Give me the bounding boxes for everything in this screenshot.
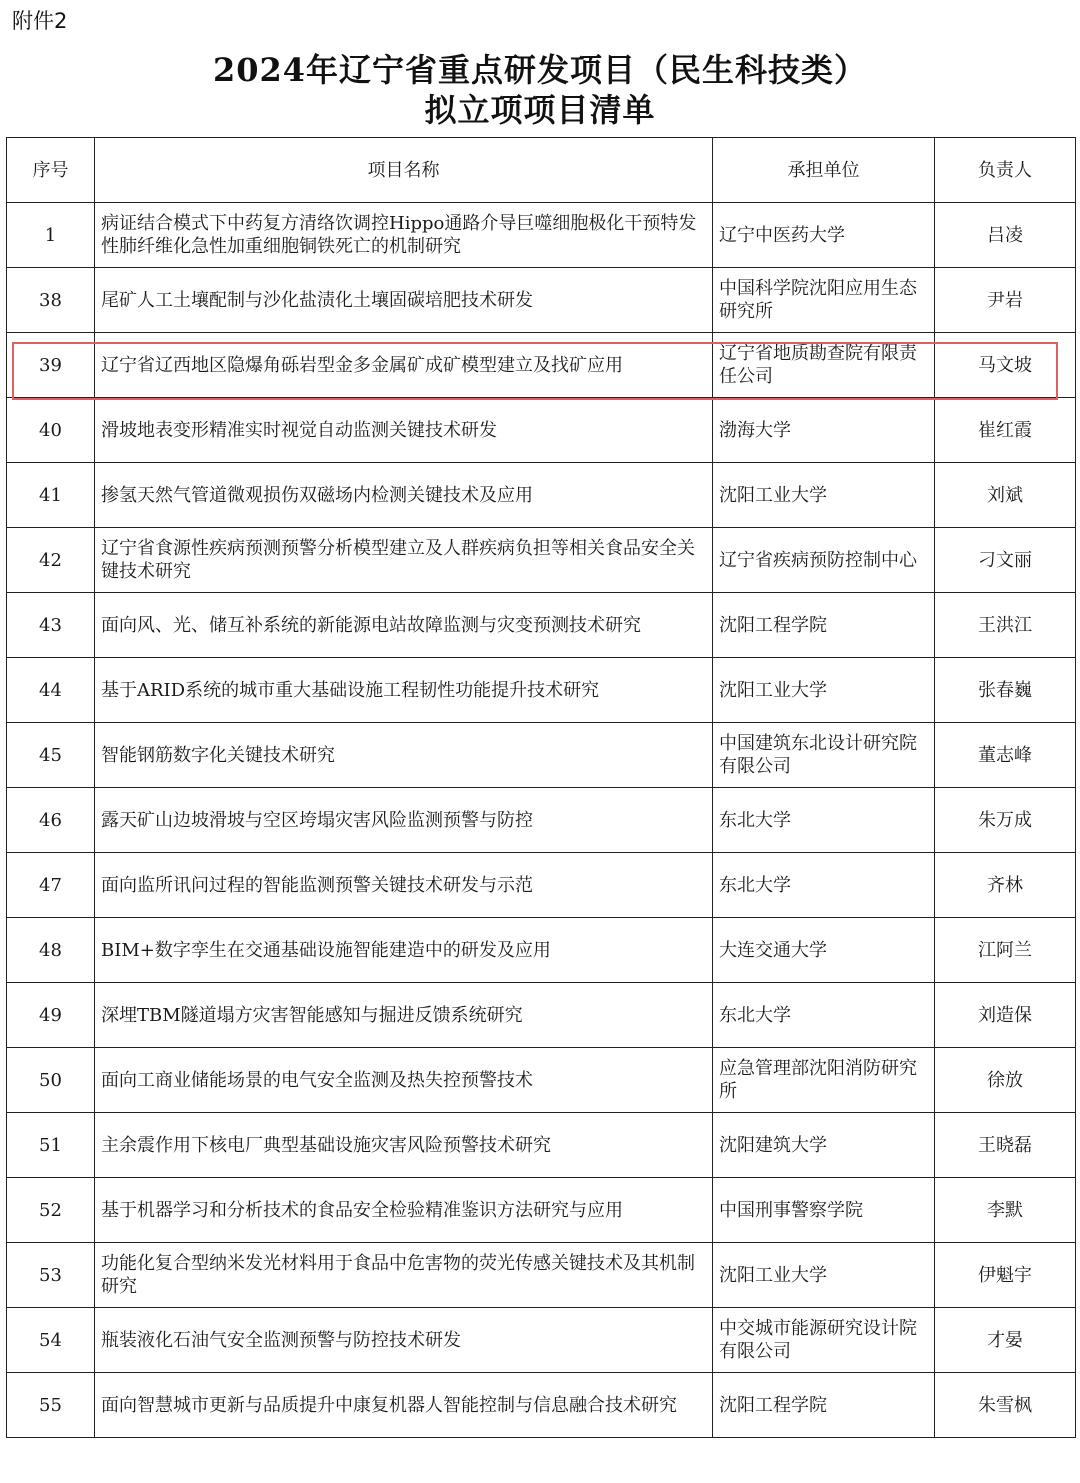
cell-project-name: 辽宁省食源性疾病预测预警分析模型建立及人群疾病负担等相关食品安全关键技术研究 (95, 528, 713, 593)
cell-person: 刘斌 (935, 463, 1076, 528)
cell-project-name: BIM+数字孪生在交通基础设施智能建造中的研发及应用 (95, 918, 713, 983)
header-number: 序号 (7, 138, 95, 203)
cell-number: 54 (7, 1308, 95, 1373)
table-row (7, 853, 1076, 918)
cell-number: 52 (7, 1178, 95, 1243)
document-title: 2024年辽宁省重点研发项目（民生科技类） (212, 51, 868, 89)
cell-project-name: 瓶装液化石油气安全监测预警与防控技术研发 (95, 1308, 713, 1373)
cell-number: 55 (7, 1373, 95, 1438)
table-row (7, 1048, 1076, 1113)
cell-project-name: 面向监所讯问过程的智能监测预警关键技术研发与示范 (95, 853, 713, 918)
cell-person: 徐放 (935, 1048, 1076, 1113)
cell-unit: 沈阳工业大学 (713, 1243, 935, 1308)
table-row (7, 723, 1076, 788)
cell-number: 42 (7, 528, 95, 593)
cell-number: 44 (7, 658, 95, 723)
table-row (7, 528, 1076, 593)
cell-person: 董志峰 (935, 723, 1076, 788)
table-row (7, 593, 1076, 658)
cell-project-name: 基于ARID系统的城市重大基础设施工程韧性功能提升技术研究 (95, 658, 713, 723)
header-unit: 承担单位 (713, 138, 935, 203)
cell-project-name: 主余震作用下核电厂典型基础设施灾害风险预警技术研究 (95, 1113, 713, 1178)
cell-unit: 中交城市能源研究设计院有限公司 (713, 1308, 935, 1373)
cell-unit: 中国科学院沈阳应用生态研究所 (713, 268, 935, 333)
cell-person: 齐林 (935, 853, 1076, 918)
cell-person: 刁文丽 (935, 528, 1076, 593)
cell-unit: 沈阳工业大学 (713, 658, 935, 723)
project-table (6, 137, 1076, 1438)
cell-unit: 中国刑事警察学院 (713, 1178, 935, 1243)
cell-unit: 东北大学 (713, 788, 935, 853)
table-row (7, 398, 1076, 463)
cell-person: 尹岩 (935, 268, 1076, 333)
table-row (7, 1113, 1076, 1178)
cell-number: 45 (7, 723, 95, 788)
cell-number: 38 (7, 268, 95, 333)
cell-number: 49 (7, 983, 95, 1048)
cell-unit: 辽宁省疾病预防控制中心 (713, 528, 935, 593)
cell-project-name: 功能化复合型纳米发光材料用于食品中危害物的荧光传感关键技术及其机制研究 (95, 1243, 713, 1308)
cell-unit: 渤海大学 (713, 398, 935, 463)
cell-unit: 东北大学 (713, 853, 935, 918)
table-row (7, 658, 1076, 723)
cell-project-name: 深埋TBM隧道塌方灾害智能感知与掘进反馈系统研究 (95, 983, 713, 1048)
cell-project-name: 露天矿山边坡滑坡与空区垮塌灾害风险监测预警与防控 (95, 788, 713, 853)
table-row (7, 983, 1076, 1048)
cell-number: 46 (7, 788, 95, 853)
cell-project-name: 病证结合模式下中药复方清络饮调控Hippo通路介导巨噬细胞极化干预特发性肺纤维化急性加重细胞铜铁死亡的机制研究 (95, 203, 713, 268)
table-row (7, 918, 1076, 983)
cell-project-name: 面向工商业储能场景的电气安全监测及热失控预警技术 (95, 1048, 713, 1113)
cell-project-name: 滑坡地表变形精准实时视觉自动监测关键技术研发 (95, 398, 713, 463)
header-person: 负责人 (935, 138, 1076, 203)
cell-number: 1 (7, 203, 95, 268)
cell-unit: 沈阳建筑大学 (713, 1113, 935, 1178)
cell-number: 39 (7, 333, 95, 398)
cell-person: 朱万成 (935, 788, 1076, 853)
cell-project-name: 掺氢天然气管道微观损伤双磁场内检测关键技术及应用 (95, 463, 713, 528)
table-row (7, 788, 1076, 853)
cell-unit: 沈阳工程学院 (713, 593, 935, 658)
cell-project-name: 尾矿人工土壤配制与沙化盐渍化土壤固碳培肥技术研发 (95, 268, 713, 333)
cell-person: 刘造保 (935, 983, 1076, 1048)
attachment-label: 附件2 (12, 9, 68, 33)
cell-unit: 大连交通大学 (713, 918, 935, 983)
cell-number: 40 (7, 398, 95, 463)
cell-unit: 辽宁省地质勘查院有限责任公司 (713, 333, 935, 398)
cell-person: 朱雪枫 (935, 1373, 1076, 1438)
cell-project-name: 面向智慧城市更新与品质提升中康复机器人智能控制与信息融合技术研究 (95, 1373, 713, 1438)
cell-number: 47 (7, 853, 95, 918)
cell-person: 王晓磊 (935, 1113, 1076, 1178)
table-header-row (7, 138, 1076, 203)
cell-person: 吕凌 (935, 203, 1076, 268)
cell-person: 伊魁宇 (935, 1243, 1076, 1308)
cell-number: 51 (7, 1113, 95, 1178)
table-row (7, 463, 1076, 528)
cell-unit: 辽宁中医药大学 (713, 203, 935, 268)
cell-project-name: 面向风、光、储互补系统的新能源电站故障监测与灾变预测技术研究 (95, 593, 713, 658)
table-row (7, 268, 1076, 333)
cell-person: 才晏 (935, 1308, 1076, 1373)
cell-unit: 沈阳工程学院 (713, 1373, 935, 1438)
cell-person: 马文坡 (935, 333, 1076, 398)
cell-number: 50 (7, 1048, 95, 1113)
cell-person: 江阿兰 (935, 918, 1076, 983)
header-project-name: 项目名称 (95, 138, 713, 203)
cell-person: 崔红霞 (935, 398, 1076, 463)
cell-person: 张春巍 (935, 658, 1076, 723)
table-row (7, 1243, 1076, 1308)
table-row (7, 1178, 1076, 1243)
cell-unit: 应急管理部沈阳消防研究所 (713, 1048, 935, 1113)
cell-number: 53 (7, 1243, 95, 1308)
table-row (7, 1373, 1076, 1438)
cell-unit: 中国建筑东北设计研究院有限公司 (713, 723, 935, 788)
cell-project-name: 基于机器学习和分析技术的食品安全检验精准鉴识方法研究与应用 (95, 1178, 713, 1243)
document-subtitle: 拟立项项目清单 (424, 91, 656, 129)
table-row (7, 203, 1076, 268)
cell-unit: 沈阳工业大学 (713, 463, 935, 528)
table-row (7, 1308, 1076, 1373)
cell-number: 41 (7, 463, 95, 528)
cell-person: 王洪江 (935, 593, 1076, 658)
cell-number: 43 (7, 593, 95, 658)
cell-person: 李默 (935, 1178, 1076, 1243)
cell-project-name: 智能钢筋数字化关键技术研究 (95, 723, 713, 788)
table-row-highlighted (7, 333, 1076, 398)
cell-unit: 东北大学 (713, 983, 935, 1048)
cell-project-name: 辽宁省辽西地区隐爆角砾岩型金多金属矿成矿模型建立及找矿应用 (95, 333, 713, 398)
cell-number: 48 (7, 918, 95, 983)
